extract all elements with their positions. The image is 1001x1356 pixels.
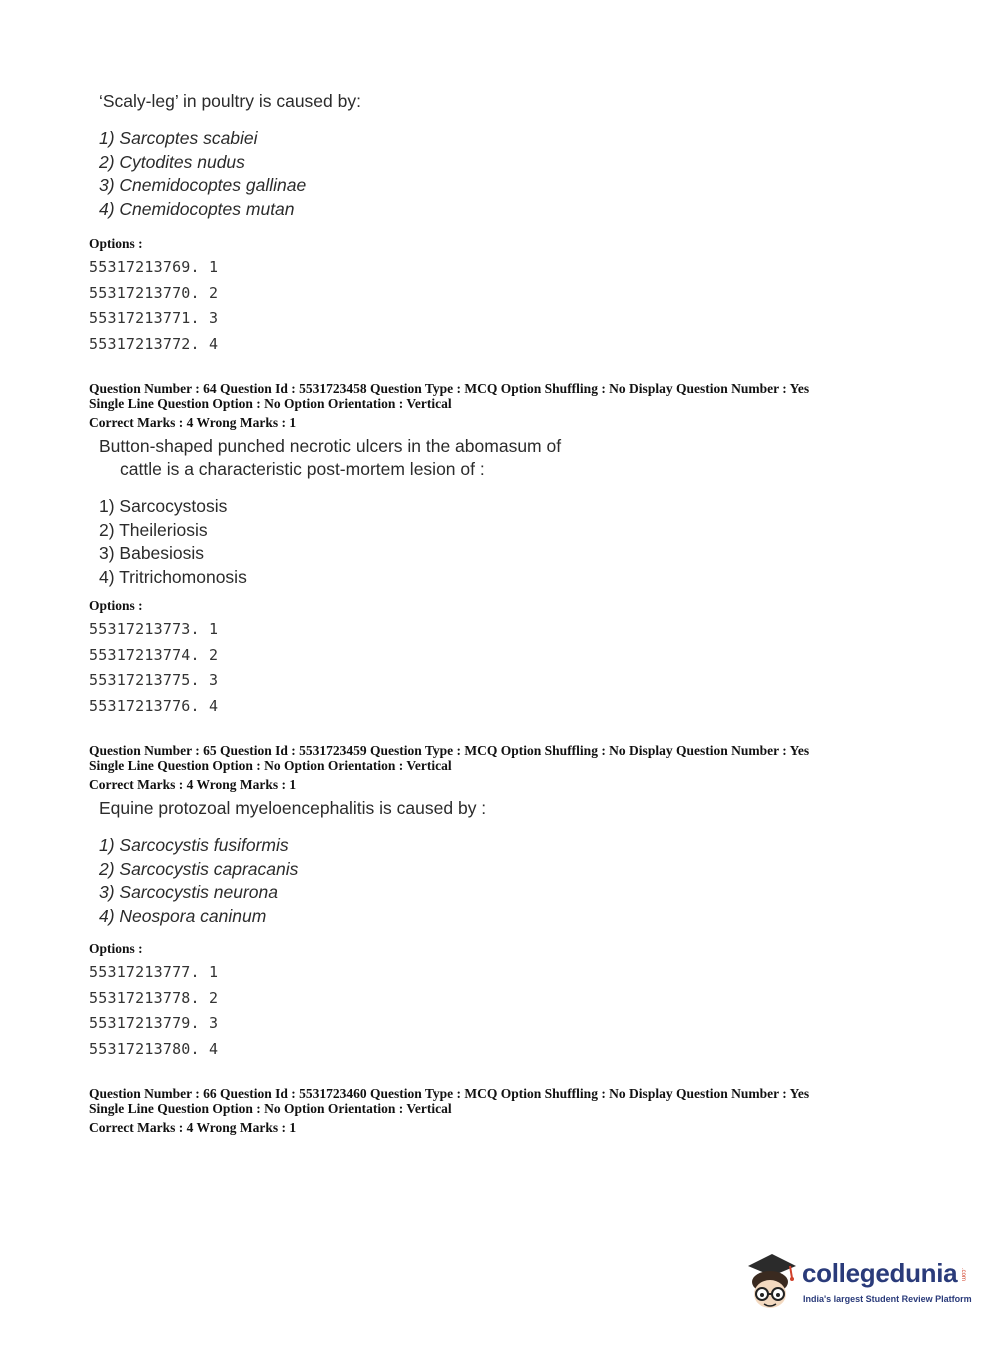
question-63	[89, 90, 949, 221]
question-63-options	[89, 236, 949, 357]
question-65-text: Equine protozoal myeloencephalitis is caused by :	[99, 798, 487, 818]
question-meta-line: Question Number : 64 Question Id : 5531723458 Question Type : MCQ Option Shuffling : No Display Question Number : Yes	[89, 381, 810, 396]
option-id: 55317213775. 3	[89, 671, 219, 689]
question-66-header	[89, 1086, 949, 1135]
mascot-icon	[742, 1252, 800, 1314]
option-id: 55317213772. 4	[89, 334, 219, 353]
option-id: 55317213773. 1	[89, 620, 219, 638]
logo-tagline: India's largest Student Review Platform	[803, 1294, 972, 1304]
option-id: 55317213779. 3	[89, 1014, 219, 1032]
option-id: 55317213771. 3	[89, 309, 219, 327]
question-65-header	[89, 743, 949, 792]
question-65-choice-1: 1) Sarcocystis fusiformis	[99, 835, 289, 855]
question-63-choice-3: 3) Cnemidocoptes gallinae	[99, 175, 307, 195]
option-id: 55317213770. 2	[89, 283, 219, 302]
question-marks: Correct Marks : 4 Wrong Marks : 1	[89, 415, 297, 430]
question-64-choice-4: 4) Tritrichomonosis	[99, 566, 247, 587]
question-63-choice-1: 1) Sarcoptes scabiei	[99, 128, 258, 148]
question-65-choice-3: 3) Sarcocystis neurona	[99, 882, 278, 902]
question-65-choice-4: 4) Neospora caninum	[99, 905, 267, 926]
question-65-options	[89, 941, 949, 1062]
option-id: 55317213780. 4	[89, 1039, 219, 1058]
option-id: 55317213777. 1	[89, 963, 219, 981]
question-63-choice-4: 4) Cnemidocoptes mutan	[99, 198, 295, 219]
question-64-choice-3: 3) Babesiosis	[99, 543, 205, 563]
question-65	[89, 797, 949, 928]
logo-suffix: .com	[960, 1268, 966, 1282]
logo-wordmark: collegedunia	[802, 1258, 958, 1288]
question-meta-line: Single Line Question Option : No Option Orientation : Vertical	[89, 1101, 452, 1116]
question-64-options	[89, 598, 949, 719]
question-marks: Correct Marks : 4 Wrong Marks : 1	[89, 1120, 297, 1135]
question-63-choice-2: 2) Cytodites nudus	[99, 151, 245, 172]
question-63-text: ‘Scaly-leg’ in poultry is caused by:	[99, 91, 361, 111]
question-meta-line: Single Line Question Option : No Option Orientation : Vertical	[89, 396, 452, 411]
question-meta-line: Question Number : 66 Question Id : 5531723460 Question Type : MCQ Option Shuffling : No Display Question Number : Yes	[89, 1086, 810, 1101]
question-64-text-line1: Button-shaped punched necrotic ulcers in the abomasum of	[99, 436, 562, 456]
question-64-header	[89, 381, 949, 430]
options-label: Options :	[89, 941, 143, 956]
options-label: Options :	[89, 236, 143, 251]
question-meta-line: Question Number : 65 Question Id : 5531723459 Question Type : MCQ Option Shuffling : No Display Question Number : Yes	[89, 743, 810, 758]
question-64-choice-1: 1) Sarcocystosis	[99, 496, 228, 516]
option-id: 55317213776. 4	[89, 696, 219, 715]
question-meta-line: Single Line Question Option : No Option Orientation : Vertical	[89, 758, 452, 773]
option-id: 55317213778. 2	[89, 988, 219, 1007]
collegedunia-logo	[742, 1252, 972, 1316]
option-id: 55317213774. 2	[89, 645, 219, 664]
options-label: Options :	[89, 598, 143, 613]
question-64	[89, 435, 949, 589]
question-64-text-line2: cattle is a characteristic post-mortem lesion of :	[120, 459, 485, 479]
question-64-choice-2: 2) Theileriosis	[99, 519, 208, 540]
option-id: 55317213769. 1	[89, 258, 219, 276]
question-marks: Correct Marks : 4 Wrong Marks : 1	[89, 777, 297, 792]
question-65-choice-2: 2) Sarcocystis capracanis	[99, 858, 299, 879]
